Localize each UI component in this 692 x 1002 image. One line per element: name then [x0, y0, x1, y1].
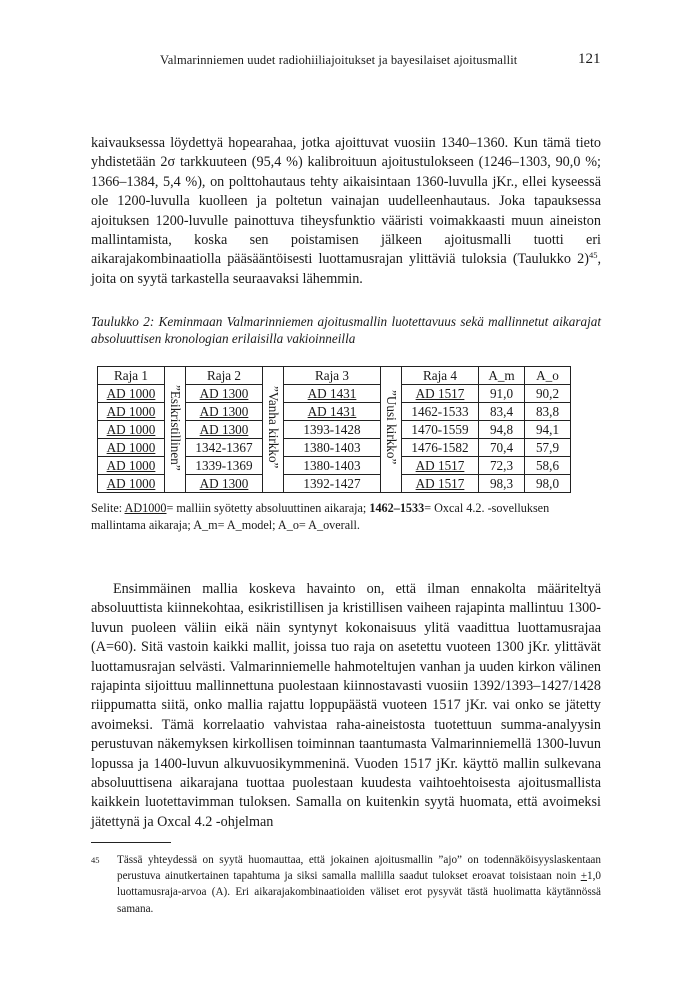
- running-header: [0, 53, 692, 73]
- phase-label-1-text: ”Esikristillinen”: [168, 384, 183, 471]
- results-table: [97, 366, 571, 493]
- cell-raja-2: 1339-1369: [186, 457, 263, 475]
- paragraph-1-text-a: kaivauksessa löydettyä hopearahaa, jotka ajoittuvat vuosiin 1340–1360. Kun tämä tieto yhdistetään 2σ tarkkuuteen (95,4 %) kalibroituun ajoitustulokseen (1246–1303, 90,0 %; 1366–1384, 5,4 %), on polttohautaus tehty aikaisintaan 1360-luvulla jKr., ellei kyseessä ole 1200-luvulla kuolleen ja poltetun vainajan uudelleenhautaus. Joka tapauksessa ajoituksen 1200-luvulle painottuva tiheysfunktio vääristi voimakkaasti muun aineiston mallintamista, koska sen poistamisen jälkeen ajoitusmalli tuotti eri aikarajakombinaatiolla pääsääntöisesti luottamusrajan ylittäviä tuloksia (Taulukko 2): [91, 135, 601, 268]
- footnote: [91, 852, 601, 917]
- cell-a-m: 83,4: [479, 403, 525, 421]
- cell-raja-3: AD 1431: [284, 403, 381, 421]
- cell-raja-4: 1462-1533: [402, 403, 479, 421]
- phase-label-3: [381, 367, 402, 493]
- footnote-reference[interactable]: 45: [588, 250, 598, 261]
- footnote-number: 45: [91, 855, 100, 865]
- cell-raja-1: AD 1000: [98, 403, 165, 421]
- cell-raja-1: AD 1000: [98, 385, 165, 403]
- footnote-body: [91, 852, 601, 917]
- cell-a-m: 98,3: [479, 475, 525, 493]
- cell-a-o: 98,0: [525, 475, 571, 493]
- footnote-text-b: 1,0 luottamusraja-arvoa (A). Eri aikarajakombinaatioiden väliset erot pysyvät tästä huolimatta käytännössä samana.: [117, 870, 601, 915]
- phase-label-3-text: ”Uusi kirkko”: [384, 390, 399, 465]
- header-raja-3: Raja 3: [284, 367, 381, 385]
- header-a-o: A_o: [525, 367, 571, 385]
- cell-raja-1: AD 1000: [98, 457, 165, 475]
- paragraph-1-text-b: , joita on syytä tarkastella seuraavaksi lähemmin.: [91, 251, 601, 287]
- header-raja-1: Raja 1: [98, 367, 165, 385]
- cell-raja-3: 1392-1427: [284, 475, 381, 493]
- cell-raja-1: AD 1000: [98, 475, 165, 493]
- cell-raja-2: AD 1300: [186, 403, 263, 421]
- cell-raja-4: AD 1517: [402, 385, 479, 403]
- cell-a-m: 94,8: [479, 421, 525, 439]
- cell-raja-3: AD 1431: [284, 385, 381, 403]
- cell-a-o: 90,2: [525, 385, 571, 403]
- cell-a-m: 91,0: [479, 385, 525, 403]
- cell-a-o: 83,8: [525, 403, 571, 421]
- phase-label-2-text: ”Vanha kirkko”: [266, 386, 281, 469]
- phase-label-1: [165, 367, 186, 493]
- table-header-row: [98, 367, 571, 385]
- cell-raja-3: 1380-1403: [284, 457, 381, 475]
- body-paragraph-1: [91, 134, 601, 289]
- running-title: Valmarinniemen uudet radiohiiliajoitukset ja bayesilaiset ajoitusmallit: [160, 53, 518, 67]
- note-fixed-example: AD1000: [124, 501, 167, 515]
- phase-label-2: [263, 367, 284, 493]
- footnote-plusminus: +: [580, 870, 588, 883]
- cell-a-m: 72,3: [479, 457, 525, 475]
- page-number: 121: [578, 51, 601, 67]
- cell-raja-2: AD 1300: [186, 421, 263, 439]
- footnote-text-a: Tässä yhteydessä on syytä huomauttaa, että jokainen ajoitusmallin ”ajo” on todennäköisyyslaskentaan perustuva ainutkertainen tapahtuma ja siksi samalla mallilla saadut tulokset eroavat toisistaan noin: [117, 854, 601, 883]
- note-model-desc: = Oxcal 4.2. -sovelluksen mallintama aikaraja; A_m= A_model; A_o= A_overall.: [91, 501, 550, 532]
- cell-raja-1: AD 1000: [98, 439, 165, 457]
- cell-raja-4: AD 1517: [402, 457, 479, 475]
- cell-a-m: 70,4: [479, 439, 525, 457]
- cell-raja-2: 1342-1367: [186, 439, 263, 457]
- cell-a-o: 94,1: [525, 421, 571, 439]
- note-model-example: 1462–1533: [369, 501, 425, 515]
- cell-raja-3: 1393-1428: [284, 421, 381, 439]
- header-raja-4: Raja 4: [402, 367, 479, 385]
- cell-a-o: 58,6: [525, 457, 571, 475]
- cell-raja-2: AD 1300: [186, 385, 263, 403]
- table-caption: Taulukko 2: Keminmaan Valmarinniemen ajoitusmallin luotettavuus sekä mallinnetut aikarajat absoluuttisen kronologian erilaisilla vakioinneilla: [91, 314, 601, 346]
- table-note: [91, 500, 601, 534]
- cell-a-o: 57,9: [525, 439, 571, 457]
- cell-raja-3: 1380-1403: [284, 439, 381, 457]
- cell-raja-4: 1476-1582: [402, 439, 479, 457]
- cell-raja-1: AD 1000: [98, 421, 165, 439]
- footnote-divider: [91, 842, 171, 843]
- note-fixed-desc: = malliin syötetty absoluuttinen aikaraja;: [166, 501, 370, 515]
- header-raja-2: Raja 2: [186, 367, 263, 385]
- cell-raja-4: AD 1517: [402, 475, 479, 493]
- body-paragraph-2: Ensimmäinen mallia koskeva havainto on, että ilman ennakolta määriteltyä absoluuttista kiinnekohtaa, esikristillisen ja kristillisen vaiheen rajapinta mallintuu 1300-luvun puoleen väliin eikä näin syntynyt kokonaisuus ylitä vaadittua luottamusrajaa (A=60). Sitä vastoin kaikki mallit, joissa tuo raja on asetettu vuoteen 1300 jKr. ylittävät luottamusrajan selvästi. Valmarinniemelle hahmoteltujen vanhan ja uuden kirkon välinen rajapinta sijoittuu mallinnettuna puolestaan kiinnostavasti vuosiin 1392/1393–1427/1428 riippumatta siitä, onko mallia rajattu loppupäästä vuoteen 1517 jKr. vai onko se jätetty avoimeksi. Tämä korrelaatio vahvistaa raha-aineistosta tuotettuun summa-analyysin perustuvan näkemyksen kirkollisen toiminnan taantumasta Valmarinniemellä 1300-luvun lopussa ja 1400-luvun alkuvuosikymmeninä. Vuoden 1517 jKr. käyttö mallin sulkevana absoluuttisena aikarajana tuottaa puolestaan kuudesta vaihtoehtoisesta ajoitusmallista kaikkein luotettavimman tuloksen. Samalla on kuitenkin syytä huomata, että avoimeksi jätettynä ja Oxcal 4.2 -ohjelman: [91, 581, 601, 830]
- cell-raja-4: 1470-1559: [402, 421, 479, 439]
- cell-raja-2: AD 1300: [186, 475, 263, 493]
- note-prefix: Selite:: [91, 501, 125, 515]
- header-a-m: A_m: [479, 367, 525, 385]
